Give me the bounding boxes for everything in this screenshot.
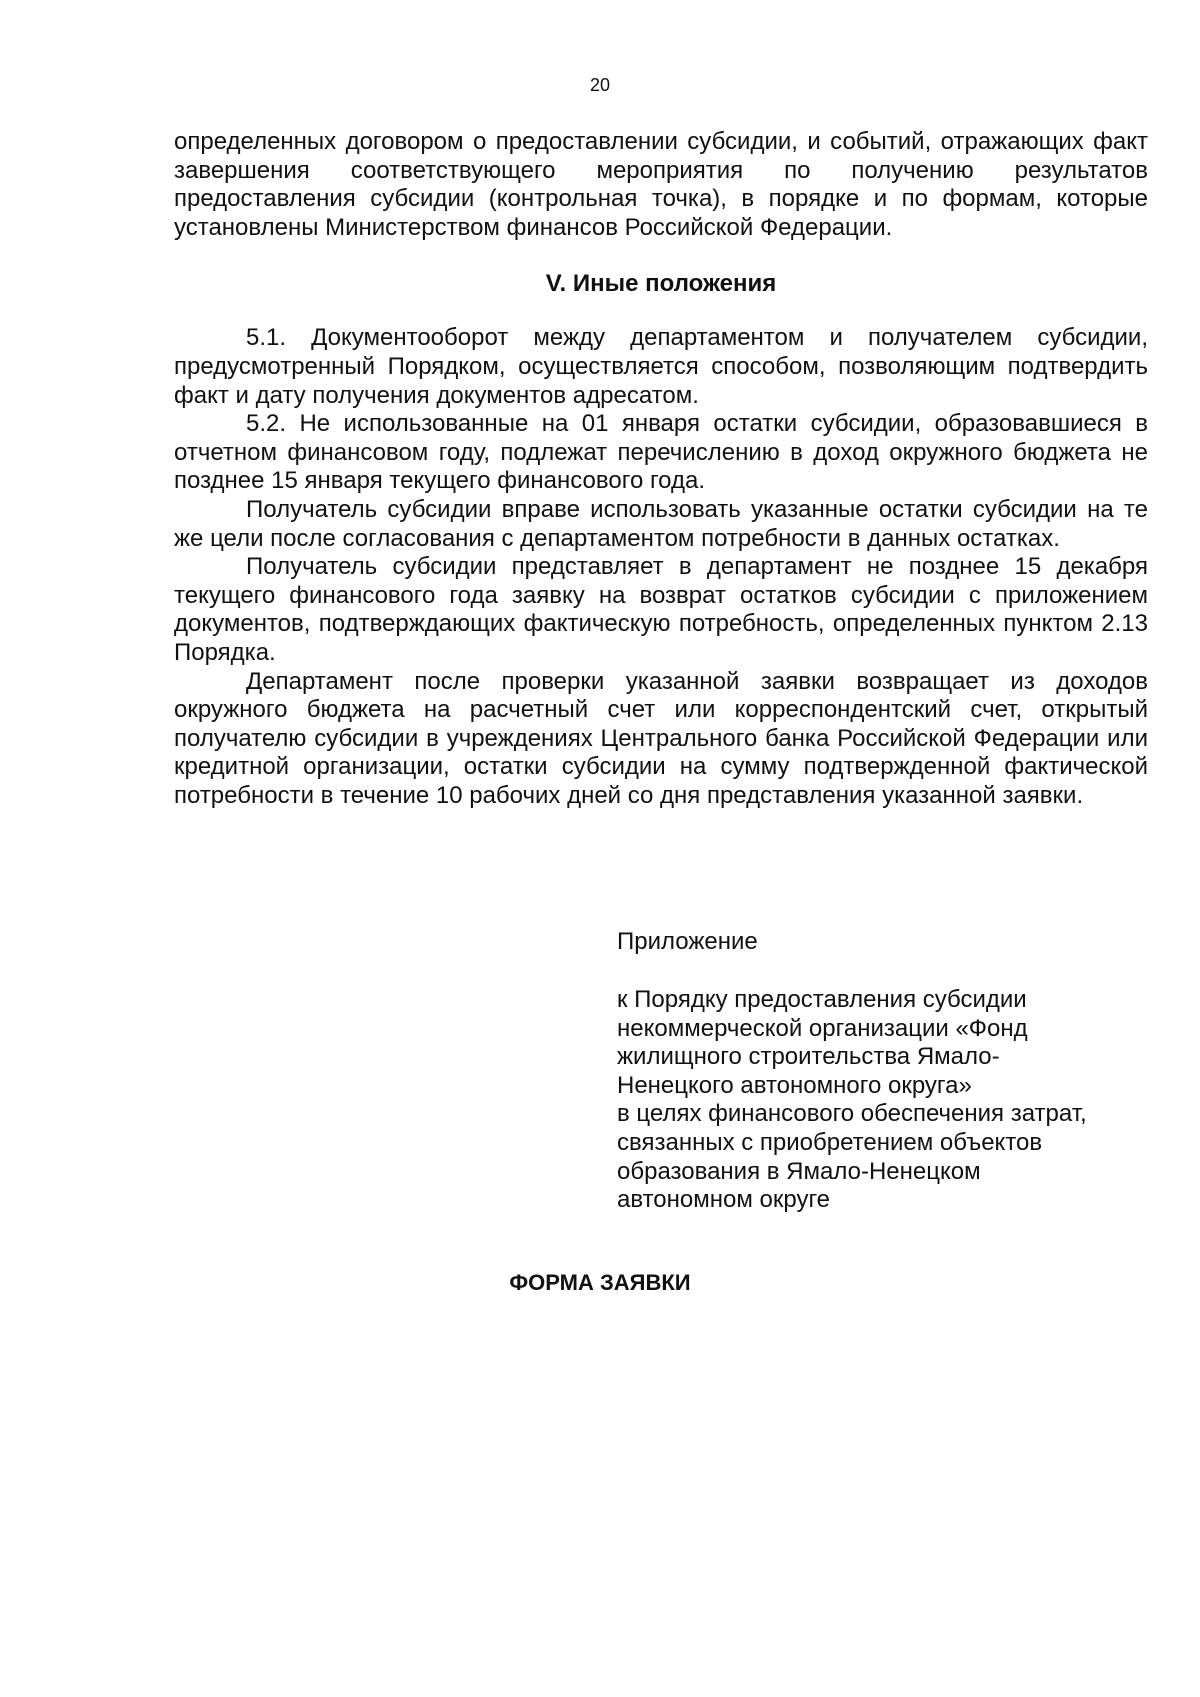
annex-reference-block — [617, 986, 1157, 1215]
paragraph-recipient-right: Получатель субсидии вправе использовать указанные остатки субсидии на те же цели после согласования с департаментом потребности в данных остатках. — [174, 495, 1148, 552]
form-title: ФОРМА ЗАЯВКИ — [509, 1270, 691, 1295]
paragraph-5-1: 5.1. Документооборот между департаментом и получателем субсидии, предусмотренный Порядком, осуществляется способом, позволяющим подтвердить факт и дату получения документов адресатом. — [174, 324, 1148, 409]
section-heading: V. Иные положения — [545, 270, 777, 298]
annex-line: в целях финансового обеспечения затрат, — [617, 1100, 1087, 1128]
intro-paragraph: определенных договором о предоставлении субсидии, и событий, отражающих факт завершения соответствующего мероприятия по получению результатов предоставления субсидии (контрольная точка), в порядке и по формам, которые установлены Министерством финансов Российской Федерации. — [174, 128, 1148, 241]
annex-line: жилищного строительства Ямало- — [617, 1043, 1000, 1071]
paragraph-department-return: Департамент после проверки указанной заявки возвращает из доходов окружного бюджета на расчетный счет или корреспондентский счет, открытый получателю субсидии в учреждениях Центрального банка Российской Федерации или кредитной организации, остатки субсидии на сумму подтвержденной фактической потребности в течение 10 рабочих дней со дня представления указанной заявки. — [174, 667, 1148, 809]
annex-line: Ненецкого автономного округа» — [617, 1071, 972, 1099]
annex-line: к Порядку предоставления субсидии — [617, 986, 1027, 1013]
page-number: 20 — [589, 75, 611, 95]
main-text-block — [174, 128, 1148, 810]
annex-title: Приложение — [617, 928, 758, 955]
annex-line: автономном округе — [617, 1186, 831, 1214]
annex-line: связанных с приобретением объектов — [617, 1128, 1043, 1156]
paragraph-5-2: 5.2. Не использованные на 01 января остатки субсидии, образовавшиеся в отчетном финансовом году, подлежат перечислению в доход окружного бюджета не позднее 15 января текущего финансового года. — [174, 410, 1148, 495]
annex-line: некоммерческой организации «Фонд — [617, 1014, 1028, 1042]
paragraph-recipient-request: Получатель субсидии представляет в департамент не позднее 15 декабря текущего финансового года заявку на возврат остатков субсидии с приложением документов, подтверждающих фактическую потребность, определенных пунктом 2.13 Порядка. — [174, 553, 1148, 666]
annex-line: образования в Ямало-Ненецком — [617, 1157, 981, 1185]
